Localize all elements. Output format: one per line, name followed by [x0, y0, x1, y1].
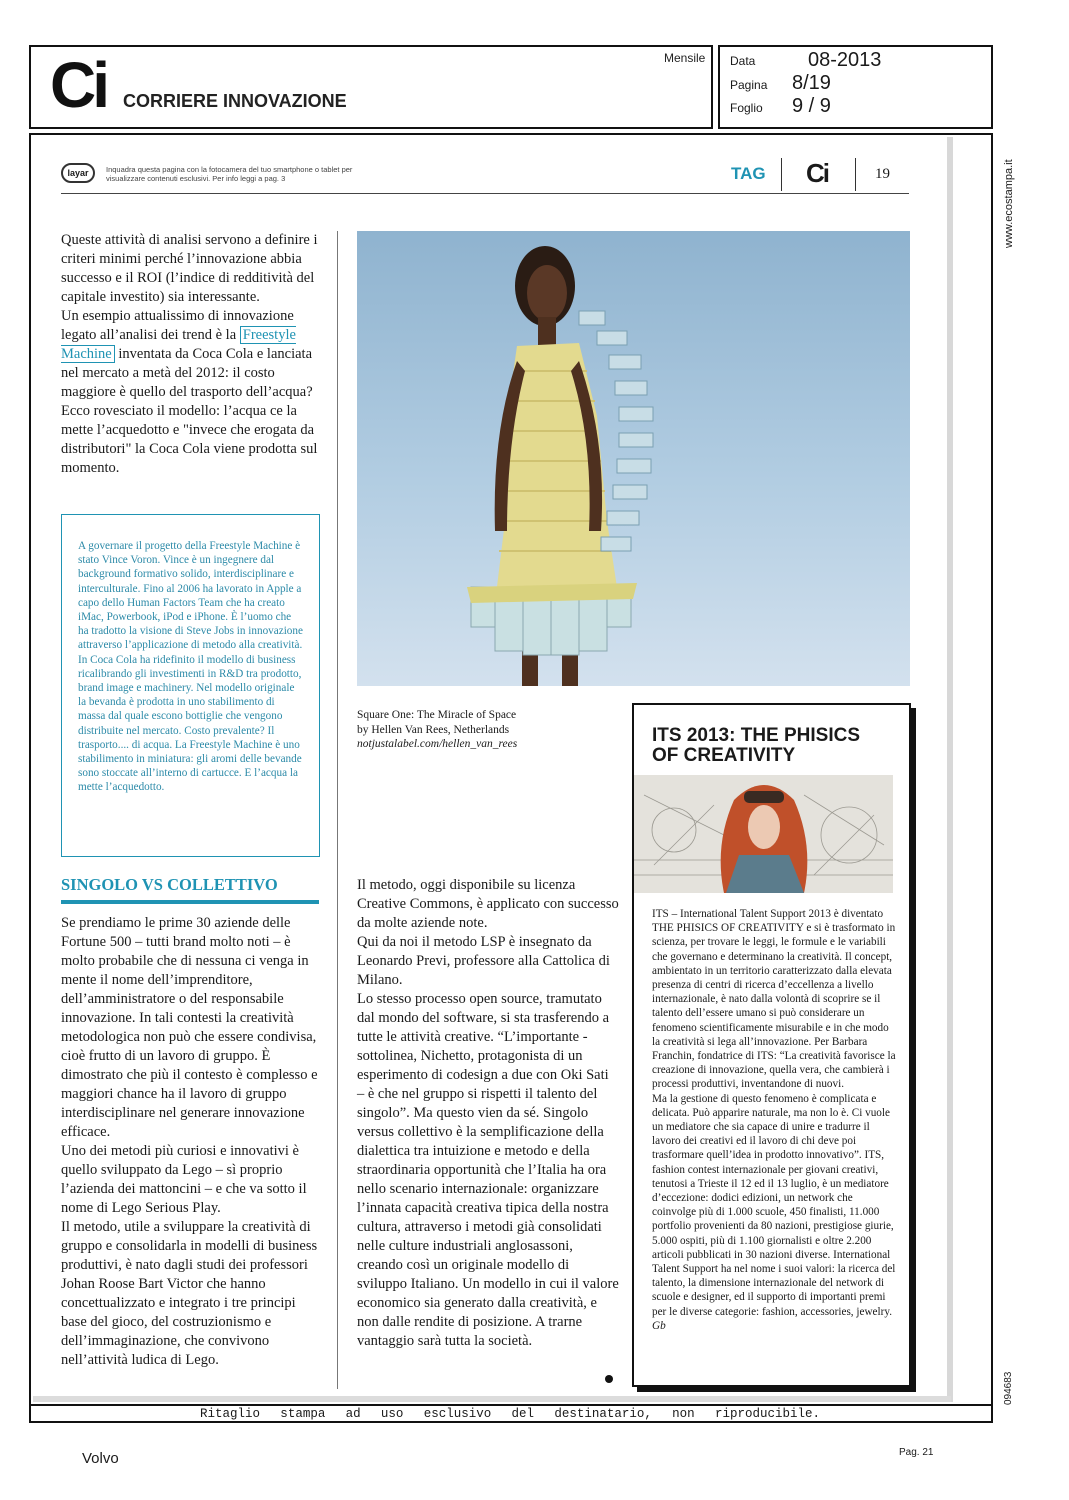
- model-left-leg: [522, 651, 538, 686]
- intro-text: [61, 231, 321, 478]
- model-right-leg: [562, 651, 578, 686]
- its-paragraph-1: ITS – International Talent Support 2013 è diventato THE PHISICS OF CREATIVITY e si è trasformato in scienza, per trovare le leggi, le formule e le variabili che governano e determinano la creatività. Il concept, ambientato in un territorio caratterizzato dalla elevata presenza di centri di ricerca d’eccellenza a livello internazionale, è nato dalla volontà di scoprire se il talento dell’essere umano si può considerare un fenomeno scientificamente misurabile e in che modo la creatività si lega all’innovazione. Per Barbara Franchin, fondatrice di ITS: “La creatività favorisce la creazione di innovazione, quella vera, che cambierà i processi produttivi, inventandone di nuovi.: [652, 908, 896, 1091]
- masthead-box: [29, 45, 713, 129]
- its-photo: [634, 775, 893, 893]
- clipping-notice: Ritaglio stampa ad uso esclusivo del destinatario, non riproducibile.: [200, 1407, 820, 1421]
- model-face: [527, 265, 567, 321]
- section-paragraph-1: Se prendiamo le prime 30 aziende delle Fortune 500 – tutti brand molto noti – è molto probabile che di nessuna ci venga in mente il nome dell’imprenditore, dell’amministratore o del responsabile innovazione. In tali contesti la creatività metodologica non può che essere condivisa, cioè frutto di un lavoro di gruppo. È dimostrato che più il contesto è complesso e maggiori chance ha il lavoro di gruppo interdisciplinare nel generare innovazione efficace.: [61, 915, 318, 1140]
- date-label: Data: [730, 54, 756, 68]
- section-paragraph-2: Uno dei metodi più curiosi e innovativi è quello sviluppato da Lego – sì proprio l’azienda dei mattoncini – e che va sotto il nome di Lego Serious Play.: [61, 1143, 307, 1216]
- its-title-line-2: OF CREATIVITY: [652, 745, 796, 766]
- layar-logo-text: layar: [67, 168, 89, 178]
- header-divider-1: [781, 158, 782, 191]
- column-rule: [337, 231, 338, 1389]
- its-title: [652, 726, 860, 766]
- caption-title: Square One: The Miracle of Space: [357, 709, 517, 721]
- model-neck: [538, 317, 556, 347]
- header-divider-2: [855, 158, 856, 191]
- section-tag: TAG: [731, 164, 766, 183]
- its-text: [652, 907, 898, 1333]
- masthead-logo: Ci: [50, 49, 106, 121]
- publication-name: CORRIERE INNOVAZIONE: [123, 91, 347, 111]
- client-name: Volvo: [82, 1450, 119, 1467]
- caption-author: by Hellen Van Rees, Netherlands: [357, 723, 510, 736]
- its-model-face: [748, 805, 780, 849]
- its-paragraph-2-body: Ma la gestione di questo fenomeno è complicata e delicata. Può apparire naturale, ma non lo è. Ci vuole un mediatore che sia capace di unire e tradurre il lavoro dei creativi ed il lavoro di chi deve poi trasformare quell’idea in prodotto innovativo”. ITS, fashion contest internazionale per giovani creativi, tenutosi a Trieste il 12 ed il 13 luglio, è un mediatore d’eccezione: dodici edizioni, un network che coinvolge più di 1.000 scuole, 450 finalisti, 11.000 portfolio provenienti da 80 nazioni, prestigiose giurie, 5.000 ospiti, più di 1.100 giornalisti e oltre 2.200 articoli pubblicati in 30 nazioni diverse. International Talent Support ha nel nome i suoi valori: la ricerca del talento, la dimensione internazionale del network di scuole e designer, ed il supporto di importanti premi per le diverse categorie: fashion, accessories, jewelry.: [652, 1092, 896, 1318]
- end-of-article-dot: [605, 1375, 613, 1383]
- sheet-value: 9 / 9: [792, 95, 831, 117]
- page-edge-shadow: [947, 137, 953, 1402]
- layar-logo: [61, 163, 95, 183]
- section-title-rule: [61, 900, 319, 904]
- ecostampa-url: www.ecostampa.it: [1003, 159, 1015, 248]
- fashion-photo-illustration: [357, 231, 910, 686]
- intro-paragraph-2: [61, 307, 321, 478]
- its-model-goggles: [744, 791, 784, 803]
- its-signature: Gb: [652, 1319, 666, 1332]
- col2-paragraph-2: Qui da noi il metodo LSP è insegnato da Leonardo Previ, professore alla Cattolica di Milano.: [357, 934, 610, 988]
- fashion-photo: [357, 231, 910, 686]
- col2-paragraph-1: Il metodo, oggi disponibile su licenza Creative Commons, è applicato con successo da molte aziende note.: [357, 877, 619, 931]
- page-number: 19: [875, 166, 890, 182]
- caption-link[interactable]: notjustalabel.com/hellen_van_rees: [357, 738, 518, 750]
- frequency-label: Mensile: [664, 51, 706, 65]
- sheet-label: Foglio: [730, 101, 763, 115]
- layar-instructions: Inquadra questa pagina con la fotocamera del tuo smartphone o tablet per visualizzare contenuti esclusivi. Per info leggi a pag. 3: [106, 165, 353, 183]
- intro-paragraph-2-end: inventata da Coca Cola e lanciata nel mercato a metà del 2012: il costo maggiore è quello del trasporto dell’acqua? Ecco rovesciato il modello: l’acqua ce la mette l’acquedotto e "invece che erogata da distributori" la Coca Cola viene prodotta sul momento.: [61, 346, 318, 476]
- photo-caption: [357, 708, 617, 752]
- its-photo-illustration: [634, 775, 893, 893]
- intro-paragraph-1: Queste attività di analisi servono a definire i criteri minimi perché l’innovazione abbia successo e il ROI (l’indice di redditività del capitale investito) sia interessante.: [61, 232, 318, 305]
- section-text: [61, 914, 323, 1370]
- article-logo: Ci: [806, 158, 828, 188]
- freestyle-machine-tag[interactable]: Freestyle Machine: [61, 327, 296, 362]
- page-value: 8/19: [792, 72, 831, 94]
- date-value: 08-2013: [808, 49, 882, 71]
- col2-paragraph-3: Lo stesso processo open source, tramutato dal mondo del software, si sta trasferendo a tutte le attività creative. “L’importante - sottolinea, Nichetto, protagonista di un esperimento di codesign a due con Oki Sati – è che nel gruppo si rispetti il talento del singolo”. Ma questo vien da sé. Singolo versus collettivo è la semplificazione della dialettica tra intuizione e metodo e della straordinaria opportunità che l’Italia ha ora nello scenario internazionale: organizzare l’innata capacità creativa tipica della nostra cultura, attraverso i metodi già consolidati nelle culture industriali anglosassoni, creando così un originale modello di sviluppo Italiano. Un modello in cui il valore economico sia generato dalla creatività, e non dalle rendite di posizione. A trarne vantaggio sarà tutta la società.: [357, 991, 619, 1349]
- page-label: Pagina: [730, 78, 768, 92]
- freestyle-sidebox: [61, 514, 320, 857]
- clipping-code: 094683: [1003, 1371, 1014, 1405]
- intro-paragraph-2-start: Un esempio attualissimo di innovazione legato all’analisi dei trend è la: [61, 308, 294, 343]
- its-title-line-1: ITS 2013: THE PHISICS: [652, 725, 861, 746]
- footer-page: Pag. 21: [899, 1447, 934, 1458]
- header-rule: [61, 193, 909, 194]
- section-title: SINGOLO VS COLLETTIVO: [61, 875, 278, 894]
- its-paragraph-2: [652, 1092, 898, 1333]
- column-2-text: [357, 876, 619, 1351]
- frame-separator: [29, 1404, 993, 1406]
- section-paragraph-3: Il metodo, utile a sviluppare la creatività di gruppo e consolidarla in modelli di business produttivi, è nato dagli studi dei professori Johan Roose Bart Victor che hanno concettualizzato e integrato i tre principi base del gioco, del costruzionismo e dell’immaginazione, che convivono nell’attività ludica di Lego.: [61, 1219, 318, 1368]
- sidebox-text: A governare il progetto della Freestyle Machine è stato Vince Voron. Vince è un ingegnere dal background formativo solido, interdisciplinare e interculturale. Fino al 2006 ha lavorato in Apple a capo dello Human Factors Team che ha creato iMac, Powerbook, iPod e iPhone. È l’uomo che ha tradotto la visione di Steve Jobs in innovazione attraverso l’applicazione di metodo alla creatività. In Coca Cola ha ridefinito il modello di business ricalibrando gli investimenti in R&D tra prodotto, brand image e machinery. Nel modello originale la bevanda è prodotta in uno stabilimento di massa dal quale escono bottiglie che vengono distribuite nel mercato. Costo prevalente? Il trasporto.... di acqua. La Freestyle Machine è uno stabilimento in miniatura: gli aromi delle bevande sono stoccate all’interno di cartucce. E l’acqua la mette l’acquedotto.: [78, 540, 303, 794]
- page-bottom-shadow: [33, 1396, 951, 1402]
